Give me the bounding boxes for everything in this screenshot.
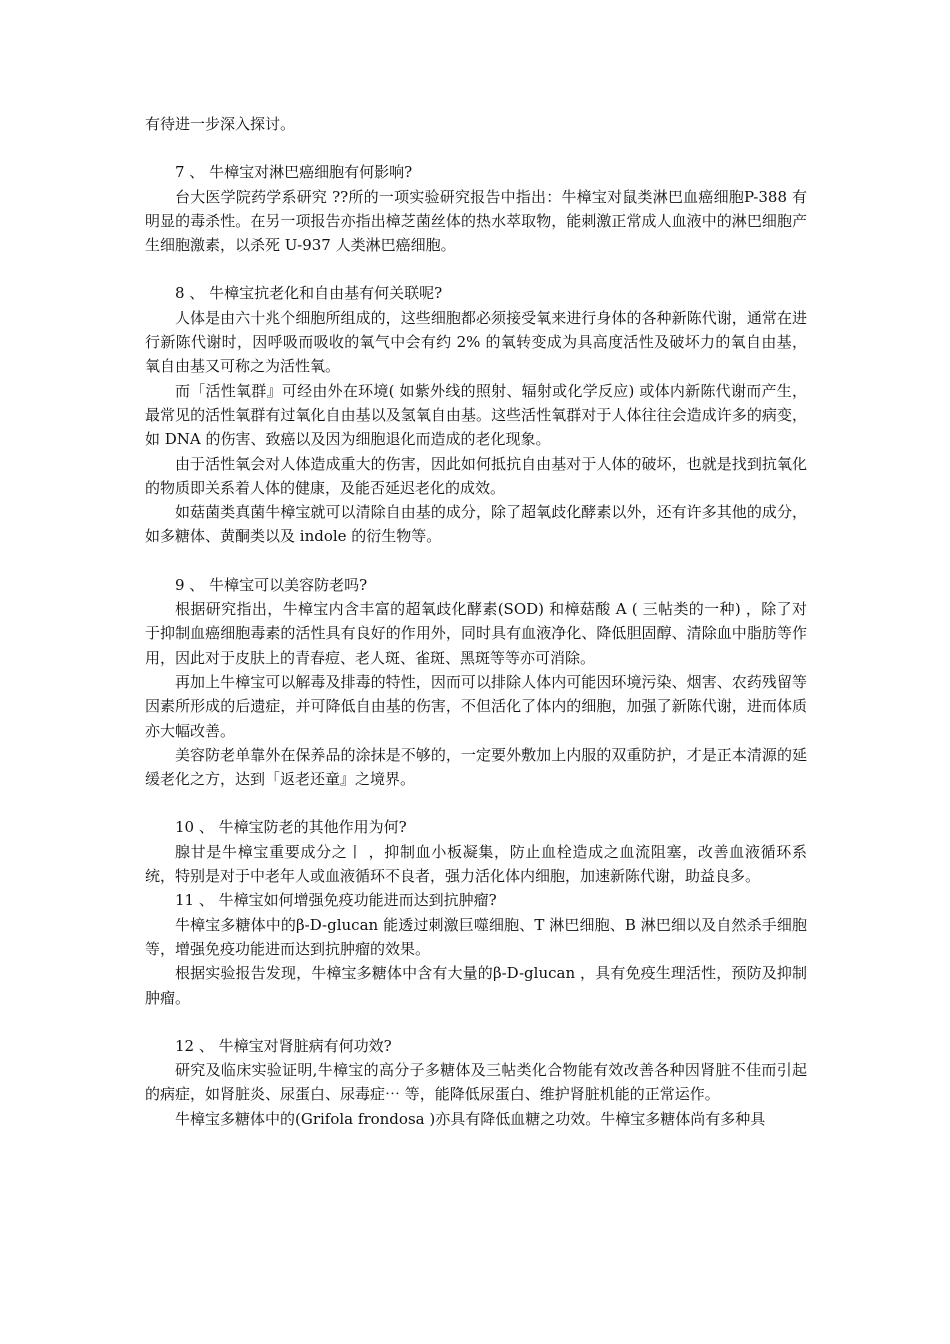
section-12 [145, 1034, 807, 1131]
section-heading: 8 、 牛樟宝抗老化和自由基有何关联呢? [175, 284, 443, 303]
section-paragraph: 根据实验报告发现，牛樟宝多糖体中含有大量的β-D-glucan ，具有免疫生理活性，预防及抑制肿瘤。 [145, 964, 807, 1007]
section-paragraph: 如菇菌类真菌牛樟宝就可以清除自由基的成分，除了超氧歧化酵素以外，还有许多其他的成分，如多糖体、黄酮类以及 indole 的衍生物等。 [145, 503, 807, 546]
section-heading: 7 、 牛樟宝对淋巴癌细胞有何影响? [175, 163, 413, 182]
section-paragraph: 而「活性氧群』可经由外在环境( 如紫外线的照射、辐射或化学反应) 或体内新陈代谢而产生，最常见的活性氧群有过氧化自由基以及氢氧自由基。这些活性氧群对于人体往往会造成许多的病变，如 DNA 的伤害、致癌以及因为细胞退化而造成的老化现象。 [145, 381, 807, 449]
section-paragraph: 再加上牛樟宝可以解毒及排毒的特性，因而可以排除人体内可能因环境污染、烟害、农药残留等因素所形成的后遗症，并可降低自由基的伤害，不但活化了体内的细胞，加强了新陈代谢，进而体质亦大幅改善。 [145, 672, 807, 740]
section-7 [145, 160, 807, 257]
section-paragraph: 牛樟宝多糖体中的(Grifola frondosa )亦具有降低血糖之功效。牛樟宝多糖体尚有多种具 [175, 1109, 766, 1128]
section-paragraph: 研究及临床实验证明,牛樟宝的高分子多糖体及三帖类化合物能有效改善各种因肾脏不佳而引起的病症，如肾脏炎、尿蛋白、尿毒症⋯ 等，能降低尿蛋白、维护肾脏机能的正常运作。 [145, 1061, 807, 1104]
section-10 [145, 815, 807, 888]
section-paragraph: 腺甘是牛樟宝重要成分之丨 ，抑制血小板凝集，防止血栓造成之血流阻塞，改善血液循环系统，特别是对于中老年人或血液循环不良者，强力活化体内细胞，加速新陈代谢，助益良多。 [145, 842, 807, 886]
section-11 [145, 888, 807, 1009]
section-heading: 10 、 牛樟宝防老的其他作用为何? [175, 818, 407, 837]
section-paragraph: 台大医学院药学系研究 ??所的一项实验研究报告中指出：牛樟宝对鼠类淋巴血癌细胞P-388 有明显的毒杀性。在另一项报告亦指出樟芝菌丝体的热水萃取物，能刺激正常成人血液中的淋巴细胞产生细胞激素，以杀死 U-937 人类淋巴癌细胞。 [145, 187, 807, 255]
section-heading: 12 、 牛樟宝对肾脏病有何功效? [175, 1036, 392, 1055]
section-heading: 9 、 牛樟宝可以美容防老吗? [175, 575, 368, 594]
section-9 [145, 573, 807, 792]
section-paragraph: 由于活性氧会对人体造成重大的伤害，因此如何抵抗自由基对于人体的破坏，也就是找到抗氧化的物质即关系着人体的健康，及能否延迟老化的成效。 [145, 454, 807, 497]
intro-paragraph: 有待进一步深入探讨。 [145, 115, 296, 133]
section-paragraph: 美容防老单靠外在保养品的涂抹是不够的，一定要外敷加上内服的双重防护，才是正本清源的延缓老化之方，达到「返老还童』之境界。 [145, 745, 807, 789]
section-8 [145, 281, 807, 548]
section-heading: 11 、 牛樟宝如何增强免疫功能进而达到抗肿瘤? [175, 891, 497, 910]
section-paragraph: 根据研究指出，牛樟宝内含丰富的超氧歧化酵素(SOD) 和樟菇酸 A ( 三帖类的一种) ，除了对于抑制血癌细胞毒素的活性具有良好的作用外，同时具有血液净化、降低胆固醇、清除血中脂肪等作用，因此对于皮肤上的青春痘、老人斑、雀斑、黑斑等等亦可消除。 [145, 600, 807, 667]
document-page [145, 112, 807, 1131]
section-paragraph: 牛樟宝多糖体中的β-D-glucan 能透过刺激巨噬细胞、T 淋巴细胞、B 淋巴细以及自然杀手细胞等，增强免疫功能进而达到抗肿瘤的效果。 [145, 915, 807, 958]
section-paragraph: 人体是由六十兆个细胞所组成的，这些细胞都必须接受氧来进行身体的各种新陈代谢，通常在进行新陈代谢时，因呼吸而吸收的氧气中会有约 2% 的氧转变成为具高度活性及破坏力的氧自由基，氧自由基又可称之为活性氧。 [145, 308, 807, 376]
